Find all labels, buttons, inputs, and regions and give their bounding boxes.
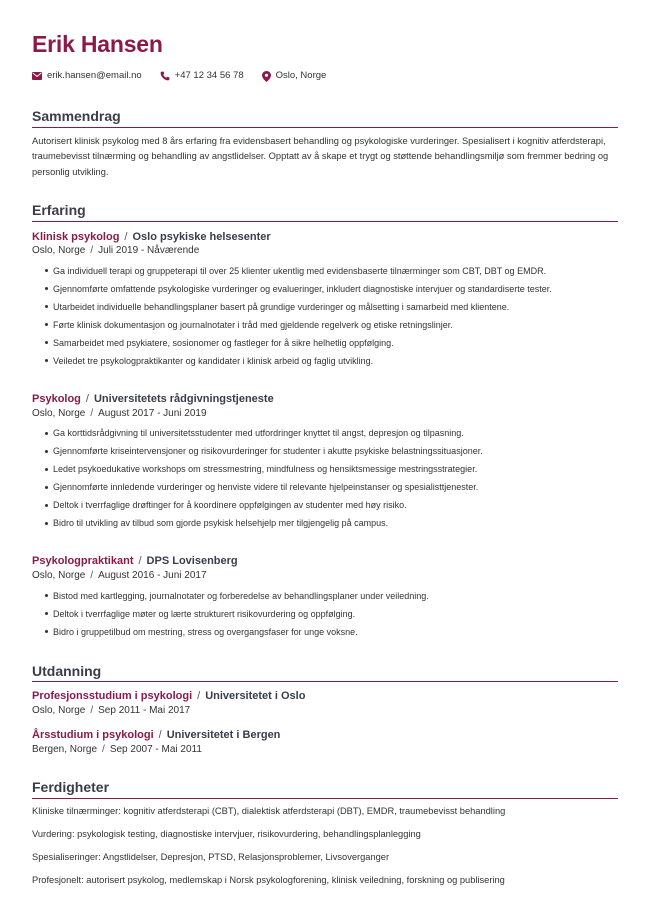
job-heading	[32, 230, 618, 245]
education-degree: Profesjonsstudium i psykologi	[32, 690, 193, 703]
separator: /	[85, 392, 89, 405]
separator: /	[124, 230, 128, 243]
separator: /	[138, 555, 142, 568]
job-heading	[32, 392, 618, 407]
separator: /	[197, 690, 201, 703]
separator: /	[90, 570, 94, 582]
section-title-summary: Sammendrag	[32, 108, 618, 128]
job-dates: Juli 2019 - Nåværende	[98, 245, 200, 257]
education-section	[32, 663, 618, 757]
contact-email[interactable]	[32, 69, 142, 83]
contact-phone[interactable]	[160, 69, 244, 83]
separator: /	[90, 705, 94, 717]
bullet-item: Deltok i tverrfaglige møter og lærte strukturert risikovurdering og oppfølging.	[48, 605, 618, 623]
job-location: Oslo, Norge	[32, 245, 86, 257]
separator: /	[158, 728, 162, 741]
section-title-education: Utdanning	[32, 663, 618, 683]
education-entry	[32, 689, 618, 718]
bullet-item: Utarbeidet individuelle behandlingsplaner basert på grundige vurderinger og målsetting i samarbeid med klientene.	[48, 298, 618, 316]
separator: /	[90, 407, 94, 419]
bullet-item: Ga individuell terapi og gruppeterapi til over 25 klienter ukentlig med evidensbaserte tilnærminger som CBT, DBT og EMDR.	[48, 262, 618, 280]
email-text: erik.hansen@email.no	[47, 70, 142, 82]
job-bullets	[32, 424, 618, 532]
phone-icon	[160, 71, 170, 81]
bullet-item: Bistod med kartlegging, journalnotater og forberedelse av behandlingsplaner under veiledning.	[48, 587, 618, 605]
summary-text: Autorisert klinisk psykolog med 8 års erfaring fra evidensbasert behandling og psykologiske vurderinger. Spesialisert i kognitiv atferdsterapi, traumebevisst tilnærming og behandling av angstlidelser. Opptatt av å skape et trygt og støttende behandlingsmiljø som fremmer bedring og personlig utvikling.	[32, 135, 609, 177]
bullet-item: Bidro i gruppetilbud om mestring, stress og overgangsfaser for unge voksne.	[48, 623, 618, 641]
job-meta	[32, 569, 618, 584]
job-heading	[32, 554, 618, 569]
education-location: Bergen, Norge	[32, 743, 98, 755]
map-pin-icon	[262, 71, 271, 82]
job-entry	[32, 392, 618, 532]
education-entry	[32, 728, 618, 757]
section-title-experience: Erfaring	[32, 202, 618, 222]
job-entry	[32, 554, 618, 640]
section-title-skills: Ferdigheter	[32, 779, 618, 799]
job-meta	[32, 407, 618, 422]
skill-line: Spesialiseringer: Angstlidelser, Depresjon, PTSD, Relasjonsproblemer, Livsoverganger	[32, 851, 390, 862]
bullet-item: Gjennomførte kriseintervensjoner og risikovurderinger for studenter i akutte psykiske belastningssituasjoner.	[48, 442, 618, 460]
bullet-item: Gjennomførte innledende vurderinger og henviste videre til relevante hjelpeinstanser og spesialisttjenester.	[48, 478, 618, 496]
education-dates: Sep 2011 - Mai 2017	[98, 705, 191, 717]
education-meta	[32, 743, 618, 758]
education-heading	[32, 689, 618, 704]
contact-row	[32, 69, 618, 83]
education-school: Universitetet i Oslo	[205, 690, 306, 703]
education-dates: Sep 2007 - Mai 2011	[109, 743, 202, 755]
bullet-item: Ga korttidsrådgivning til universitetsstudenter med utfordringer knyttet til angst, depresjon og tilpasning.	[48, 424, 618, 442]
candidate-name: Erik Hansen	[32, 31, 163, 57]
job-role: Psykologpraktikant	[32, 555, 134, 568]
resume-header	[32, 32, 618, 83]
skill-line: Kliniske tilnærminger: kognitiv atferdsterapi (CBT), dialektisk atferdsterapi (DBT), EMDR, traumebevisst behandling	[32, 805, 506, 816]
bullet-item: Samarbeidet med psykiatere, sosionomer og fastleger for å sikre helhetlig oppfølging.	[48, 334, 618, 352]
job-dates: August 2017 - Juni 2019	[98, 407, 207, 419]
job-organization: Oslo psykiske helsesenter	[132, 230, 271, 243]
bullet-item: Ledet psykoedukative workshops om stressmestring, mindfulness og hensiktsmessige mestringsstrategier.	[48, 460, 618, 478]
bullet-item: Deltok i tverrfaglige drøftinger for å koordinere oppfølgingen av studenter med høy risiko.	[48, 496, 618, 514]
education-heading	[32, 728, 618, 743]
job-organization: Universitetets rådgivningstjeneste	[93, 392, 274, 405]
job-organization: DPS Lovisenberg	[146, 555, 238, 568]
skill-line: Profesjonelt: autorisert psykolog, medlemskap i Norsk psykologforening, klinisk veiledning, forskning og publisering	[32, 875, 505, 885]
job-role: Psykolog	[32, 392, 81, 405]
contact-location	[262, 69, 327, 83]
skills-list	[32, 805, 618, 887]
experience-section	[32, 202, 618, 641]
education-location: Oslo, Norge	[32, 705, 86, 717]
separator: /	[102, 743, 105, 755]
job-location: Oslo, Norge	[32, 570, 86, 582]
bullet-item: Veiledet tre psykologpraktikanter og kandidater i klinisk arbeid og faglig utvikling.	[48, 352, 618, 370]
envelope-icon	[32, 72, 42, 80]
skills-section	[32, 779, 618, 887]
skill-line: Vurdering: psykologisk testing, diagnostiske intervjuer, risikovurdering, behandlingsplanlegging	[32, 828, 421, 839]
bullet-item: Førte klinisk dokumentasjon og journalnotater i tråd med gjeldende regelverk og etiske retningslinjer.	[48, 316, 618, 334]
job-meta	[32, 244, 618, 259]
separator: /	[90, 245, 94, 257]
summary-section	[32, 108, 618, 180]
location-text: Oslo, Norge	[275, 70, 327, 82]
phone-text: +47 12 34 56 78	[174, 70, 244, 82]
bullet-item: Bidro til utvikling av tilbud som gjorde psykisk helsehjelp mer tilgjengelig på campus.	[48, 514, 618, 532]
education-degree: Årsstudium i psykologi	[32, 728, 154, 741]
job-role: Klinisk psykolog	[32, 230, 120, 243]
education-school: Universitetet i Bergen	[166, 728, 281, 741]
job-dates: August 2016 - Juni 2017	[98, 570, 207, 582]
education-meta	[32, 704, 618, 719]
job-location: Oslo, Norge	[32, 407, 86, 419]
job-bullets	[32, 587, 618, 641]
job-bullets	[32, 262, 618, 370]
job-entry	[32, 230, 618, 370]
bullet-item: Gjennomførte omfattende psykologiske vurderinger og evalueringer, inkludert diagnostiske intervjuer og standardiserte tester.	[48, 280, 618, 298]
